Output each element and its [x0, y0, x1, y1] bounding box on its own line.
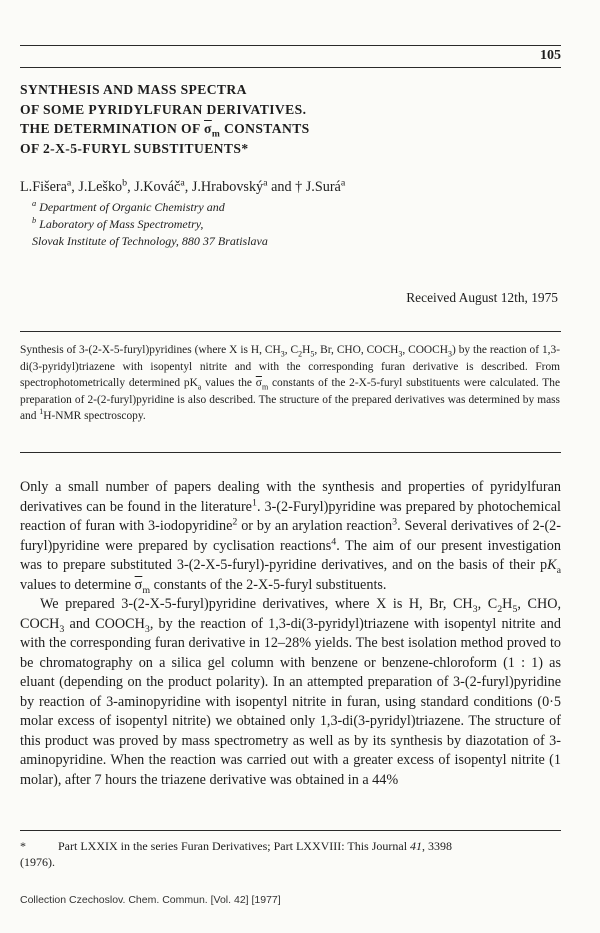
received-date: Received August 12th, 1975 — [406, 290, 558, 305]
abstract — [20, 342, 560, 425]
affil-institute: Slovak Institute of Technology, 880 37 Bratislava — [32, 234, 268, 248]
journal-footer: Collection Czechoslov. Chem. Commun. [Vol. 42] [1977] — [20, 894, 281, 906]
abstract-text: Synthesis of 3-(2-X-5-furyl)pyridines (where X is H, CH — [20, 344, 281, 356]
paragraph-1 — [20, 478, 561, 595]
abstract-text: H-NMR spectroscopy. — [43, 410, 146, 423]
affil-a: Department of Organic Chemistry and — [39, 200, 225, 214]
body-text — [20, 478, 561, 790]
abstract-sub: 3 — [447, 349, 452, 359]
article-title — [20, 80, 540, 158]
body-sub: 5 — [512, 603, 518, 615]
body-sub: 2 — [497, 603, 503, 615]
body-sub: 3 — [59, 623, 65, 635]
title-line-1: SYNTHESIS AND MASS SPECTRA — [20, 82, 247, 97]
citation: 3 — [392, 516, 398, 528]
author-4: J.Hrabovský — [191, 179, 264, 195]
author-3: J.Kováč — [134, 179, 181, 195]
affil-a-mark: a — [32, 199, 37, 208]
body-sub: a — [556, 564, 561, 576]
author-5-affil: a — [340, 177, 346, 189]
title-footnote-mark: * — [241, 140, 249, 156]
title-line-4: OF 2-X-5-FURYL SUBSTITUENTS — [20, 140, 242, 156]
title-sigma: σ — [204, 121, 212, 136]
author-1: L.Fišera — [20, 179, 67, 195]
body-symbol: K — [547, 557, 557, 573]
abstract-sub: 2 — [298, 349, 303, 359]
abstract-text: , C — [284, 344, 299, 356]
abstract-sub: a — [197, 382, 202, 392]
author-3-affil: a — [180, 177, 185, 189]
abstract-text: constants of the 2-X-5-furyl substituents were calculated. The preparation of 2-(2-furyl)pyridine is also described. The structure of the prepared derivatives was determined by mass and — [20, 377, 560, 423]
abstract-sigma: $\overline{\sigma}$ — [255, 377, 262, 390]
body-span: H — [502, 596, 513, 612]
header-rule-bottom — [20, 67, 561, 68]
page-number: 105 — [540, 48, 561, 63]
footnote-rule — [20, 830, 561, 831]
body-sub: 3 — [144, 623, 150, 635]
body-span: constants of the 2-X-5-furyl substituents. — [150, 576, 387, 593]
body-span: We prepared 3-(2-X-5-furyl)pyridine derivatives, where X is H, Br, CH — [40, 596, 473, 612]
body-span: . Several derivatives of 2-(2-furyl)pyridine were prepared by cyclisation reactions — [20, 518, 562, 554]
title-sigma-sub: m — [211, 129, 221, 140]
abstract-text: values the — [201, 377, 256, 390]
title-line-3a: THE DETERMINATION OF — [20, 121, 205, 136]
header-rule-top — [20, 45, 561, 46]
affil-b-mark: b — [32, 216, 37, 225]
paragraph-2 — [20, 595, 561, 790]
body-sub: m — [142, 584, 151, 596]
footnote-year: (1976). — [20, 855, 55, 869]
author-list: L.Fišera$^a$, J.Leško$^b$, J.Kováč$^a$, J.Hrabovský$^a$ and † J.Surá$^a$ — [20, 177, 346, 195]
abstract-rule-top — [20, 331, 561, 332]
footnote-text: Part LXXIX in the series Furan Derivatives; Part LXXVIII: This Journal — [58, 839, 411, 853]
citation: 2 — [232, 516, 238, 528]
body-span: , by the reaction of 1,3-di(3-pyridyl)triazene with isopentyl nitrite and with the corresponding furan derivative in 12–28% yields. The best isolation method proved to be chromatography on a silica gel column with benzene or benzene-chloroform (1 : 1) as eluant (depending on the product polarity). In an attempted preparation of 3-(2-furyl)pyridine by reaction of 3-aminopyridine with isopentyl nitrite in furan, using standard conditions (0·5 molar excess of isopentyl nitrite) we obtained only 1,3-di(3-pyridyl)triazene. The structure of this product was proved by mass spectrometry as well as by its synthesis by diazotation of 3-aminopyridine. When the reaction was carried out with a greater excess of isopentyl nitrite (1 molar), after 7 hours the triazene derivative was obtained in a 44% — [20, 615, 561, 788]
citation: 1 — [251, 496, 257, 508]
body-span: , CHO, COCH — [20, 596, 561, 632]
body-sub: 3 — [472, 603, 478, 615]
body-span: and COOCH — [64, 615, 145, 632]
abstract-text: H — [302, 344, 311, 356]
body-span: values to determine — [20, 576, 135, 593]
abstract-sub: 3 — [398, 349, 403, 359]
abstract-text: ) by the reaction of 1,3-di(3-pyridyl)triazene with isopentyl nitrite and with the corresponding furan derivative is described. From spectrophotometrically determined pK — [20, 344, 560, 390]
citation: 4 — [331, 535, 337, 547]
body-span: , C — [477, 596, 498, 612]
title-line-2: OF SOME PYRIDYLFURAN DERIVATIVES. — [20, 101, 307, 117]
footnote-volume: 41 — [410, 839, 423, 853]
abstract-sub: 5 — [310, 349, 315, 359]
body-span: or by an arylation reaction — [237, 518, 393, 534]
body-span: . The aim of our present investigation was to prepare substituted 3-(2-X-5-furyl)-pyridine derivatives, and on the basis of their p — [20, 537, 561, 573]
abstract-text: , Br, CHO, COCH — [314, 344, 399, 356]
body-span: Only a small number of papers dealing with the synthesis and properties of pyridylfuran derivatives can be found in the literature — [20, 479, 561, 515]
author-2: J.Leško — [78, 179, 123, 195]
author-5: J.Surá — [305, 179, 341, 195]
footnote-pages: , 3398 — [422, 839, 453, 853]
body-sigma: $\overline{\sigma}$ — [134, 576, 143, 593]
affil-b: Laboratory of Mass Spectrometry, — [39, 217, 204, 231]
affiliations — [32, 199, 268, 250]
deceased-dagger: † — [295, 179, 303, 195]
footnote — [20, 838, 561, 870]
abstract-sub: m — [261, 382, 269, 392]
author-2-affil: b — [122, 177, 128, 189]
author-4-affil: a — [263, 177, 268, 189]
title-line-3b: CONSTANTS — [220, 121, 310, 136]
abstract-sup: 1 — [39, 407, 44, 417]
author-conjunction: and — [271, 179, 292, 195]
abstract-rule-bottom — [20, 452, 561, 453]
body-span: . 3-(2-Furyl)pyridine was prepared by photochemical reaction of furan with 3-iodopyridine — [20, 498, 561, 534]
abstract-sub: 3 — [280, 349, 285, 359]
footnote-mark: * — [20, 839, 26, 853]
author-1-affil: a — [66, 177, 72, 189]
abstract-text: , COOCH — [402, 344, 448, 356]
